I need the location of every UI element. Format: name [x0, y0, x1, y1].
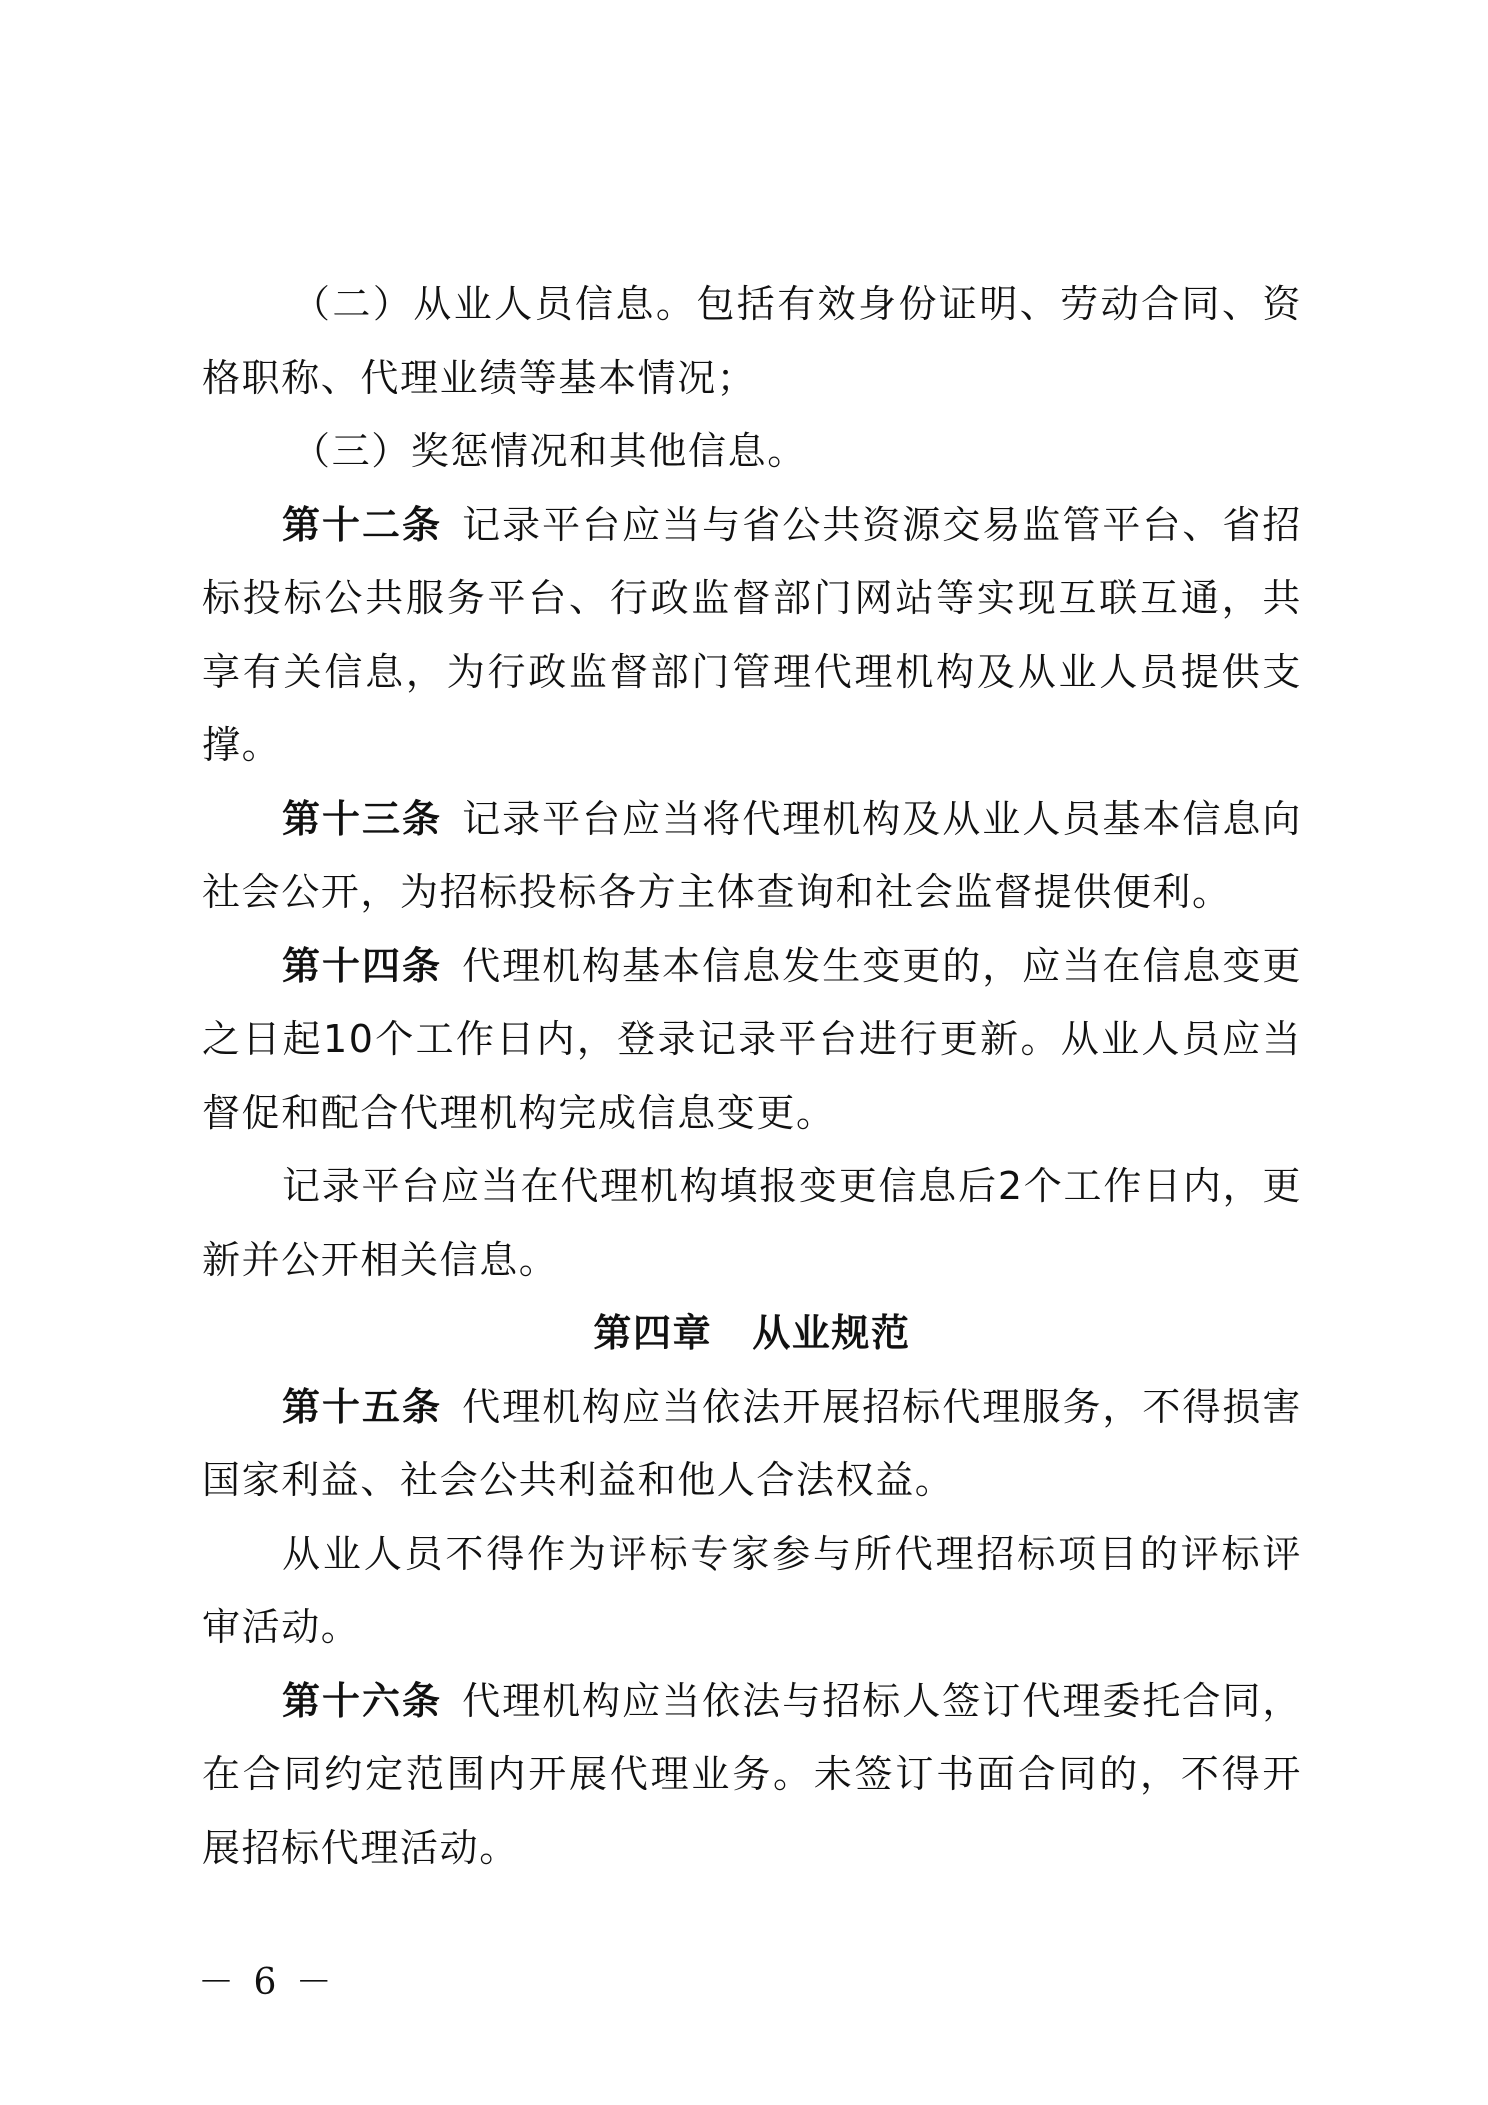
article-number: 第十二条 [282, 502, 443, 547]
article-number: 第十四条 [282, 943, 443, 988]
article-number: 第十六条 [282, 1678, 443, 1723]
article-15 [202, 1371, 1302, 1518]
chapter-title: 从业规范 [752, 1311, 911, 1355]
article-text: 记录平台应当与省公共资源交易监管平台、省招标投标公共服务平台、行政监督部门网站等实现互联互通，共享有关信息，为行政监督部门管理代理机构及从业人员提供支撑。 [202, 502, 1303, 767]
article-text: 代理机构应当依法与招标人签订代理委托合同，在合同约定范围内开展代理业务。未签订书面合同的，不得开展招标代理活动。 [202, 1678, 1303, 1870]
paragraph-text: 记录平台应当在代理机构填报变更信息后2个工作日内，更新并公开相关信息。 [202, 1164, 1302, 1282]
item-text: （三）奖惩情况和其他信息。 [292, 429, 807, 473]
chapter-heading [202, 1297, 1302, 1371]
item-text: （二）从业人员信息。包括有效身份证明、劳动合同、资格职称、代理业绩等基本情况； [202, 282, 1302, 400]
article-16 [202, 1665, 1302, 1886]
article-14 [202, 930, 1302, 1151]
article-text: 代理机构基本信息发生变更的，应当在信息变更之日起10个工作日内，登录记录平台进行更新。从业人员应当督促和配合代理机构完成信息变更。 [202, 943, 1303, 1135]
article-13 [202, 783, 1302, 930]
article-number: 第十三条 [282, 796, 443, 841]
article-text: 代理机构应当依法开展招标代理服务，不得损害国家利益、社会公共利益和他人合法权益。 [202, 1384, 1303, 1502]
article-14-paragraph-2 [202, 1150, 1302, 1297]
list-item-3 [202, 415, 1302, 489]
list-item-2 [202, 268, 1302, 415]
chapter-number: 第四章 [593, 1311, 713, 1355]
article-12 [202, 489, 1302, 783]
page-number: － 6 － [198, 1962, 336, 2003]
article-number: 第十五条 [282, 1384, 443, 1429]
article-text: 记录平台应当将代理机构及从业人员基本信息向社会公开，为招标投标各方主体查询和社会监督提供便利。 [202, 796, 1303, 914]
document-body [202, 268, 1302, 1885]
paragraph-text: 从业人员不得作为评标专家参与所代理招标项目的评标评审活动。 [202, 1531, 1302, 1649]
article-15-paragraph-2 [202, 1518, 1302, 1665]
